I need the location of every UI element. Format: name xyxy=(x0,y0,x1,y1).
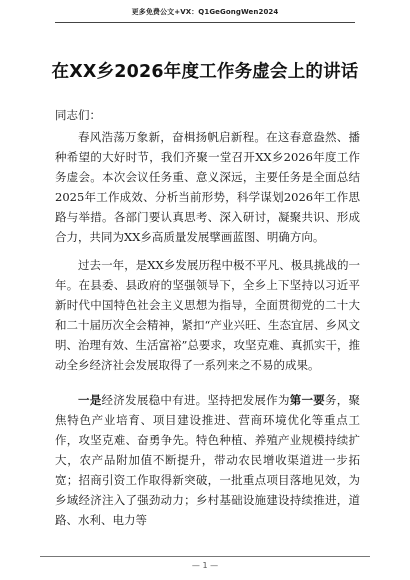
salutation: 同志们： xyxy=(55,108,101,122)
paragraph-3-lead: 一是 xyxy=(78,393,102,407)
header-note: 更多免费公文+VX：Q1GeGongWen2024 xyxy=(131,8,279,16)
paragraph-3-text-b: 务，聚焦特色产业培育、项目建设推进、营商环境优化等重点工作，攻坚克难、奋勇争先。特色种植、养殖产业规模持续扩大，农产品附加值不断提升，带动农民增收渠道进一步拓宽；招商引资工作取得新突破，一批重点项目落地见效，为乡域经济注入了强劲动力；乡村基础设施建设持续推进，道路、水利、电力等 xyxy=(55,393,361,527)
page-number: — 1 — xyxy=(191,561,219,570)
paragraph-3-text-a: 经济发展稳中有进。坚持把发展作为 xyxy=(101,393,290,407)
paragraph-3 xyxy=(55,390,360,530)
document-title: 在XX乡2026年度工作务虚会上的讲话 xyxy=(51,62,359,82)
paragraph-2: 过去一年，是XX乡发展历程中极不平凡、极具挑战的一年。在县委、县政府的坚强领导下，全乡上下坚持以习近平新时代中国特色社会主义思想为指导，全面贯彻党的二十大和二十届历次全会精神，紧扣“产业兴旺、生态宜居、乡风文明、治理有效、生活富裕”总要求，攻坚克难、真抓实干，推动全乡经济社会发展取得了一系列来之不易的成果。 xyxy=(55,258,360,372)
footer-divider xyxy=(40,556,370,557)
paragraph-3-emphasis: 第一要 xyxy=(289,393,325,407)
header-divider xyxy=(55,22,355,23)
paragraph-1: 春风浩荡万象新，奋楫扬帆启新程。在这春意盎然、播种希望的大好时节，我们齐聚一堂召开XX乡2026年度工作务虚会。本次会议任务重、意义深远，主要任务是全面总结2025年工作成效、分析当前形势，科学谋划2026年工作思路与举措。各部门要认真思考、深入研讨，凝聚共识、形成合力，共同为XX乡高质量发展擘画蓝图、明确方向。 xyxy=(55,130,360,244)
